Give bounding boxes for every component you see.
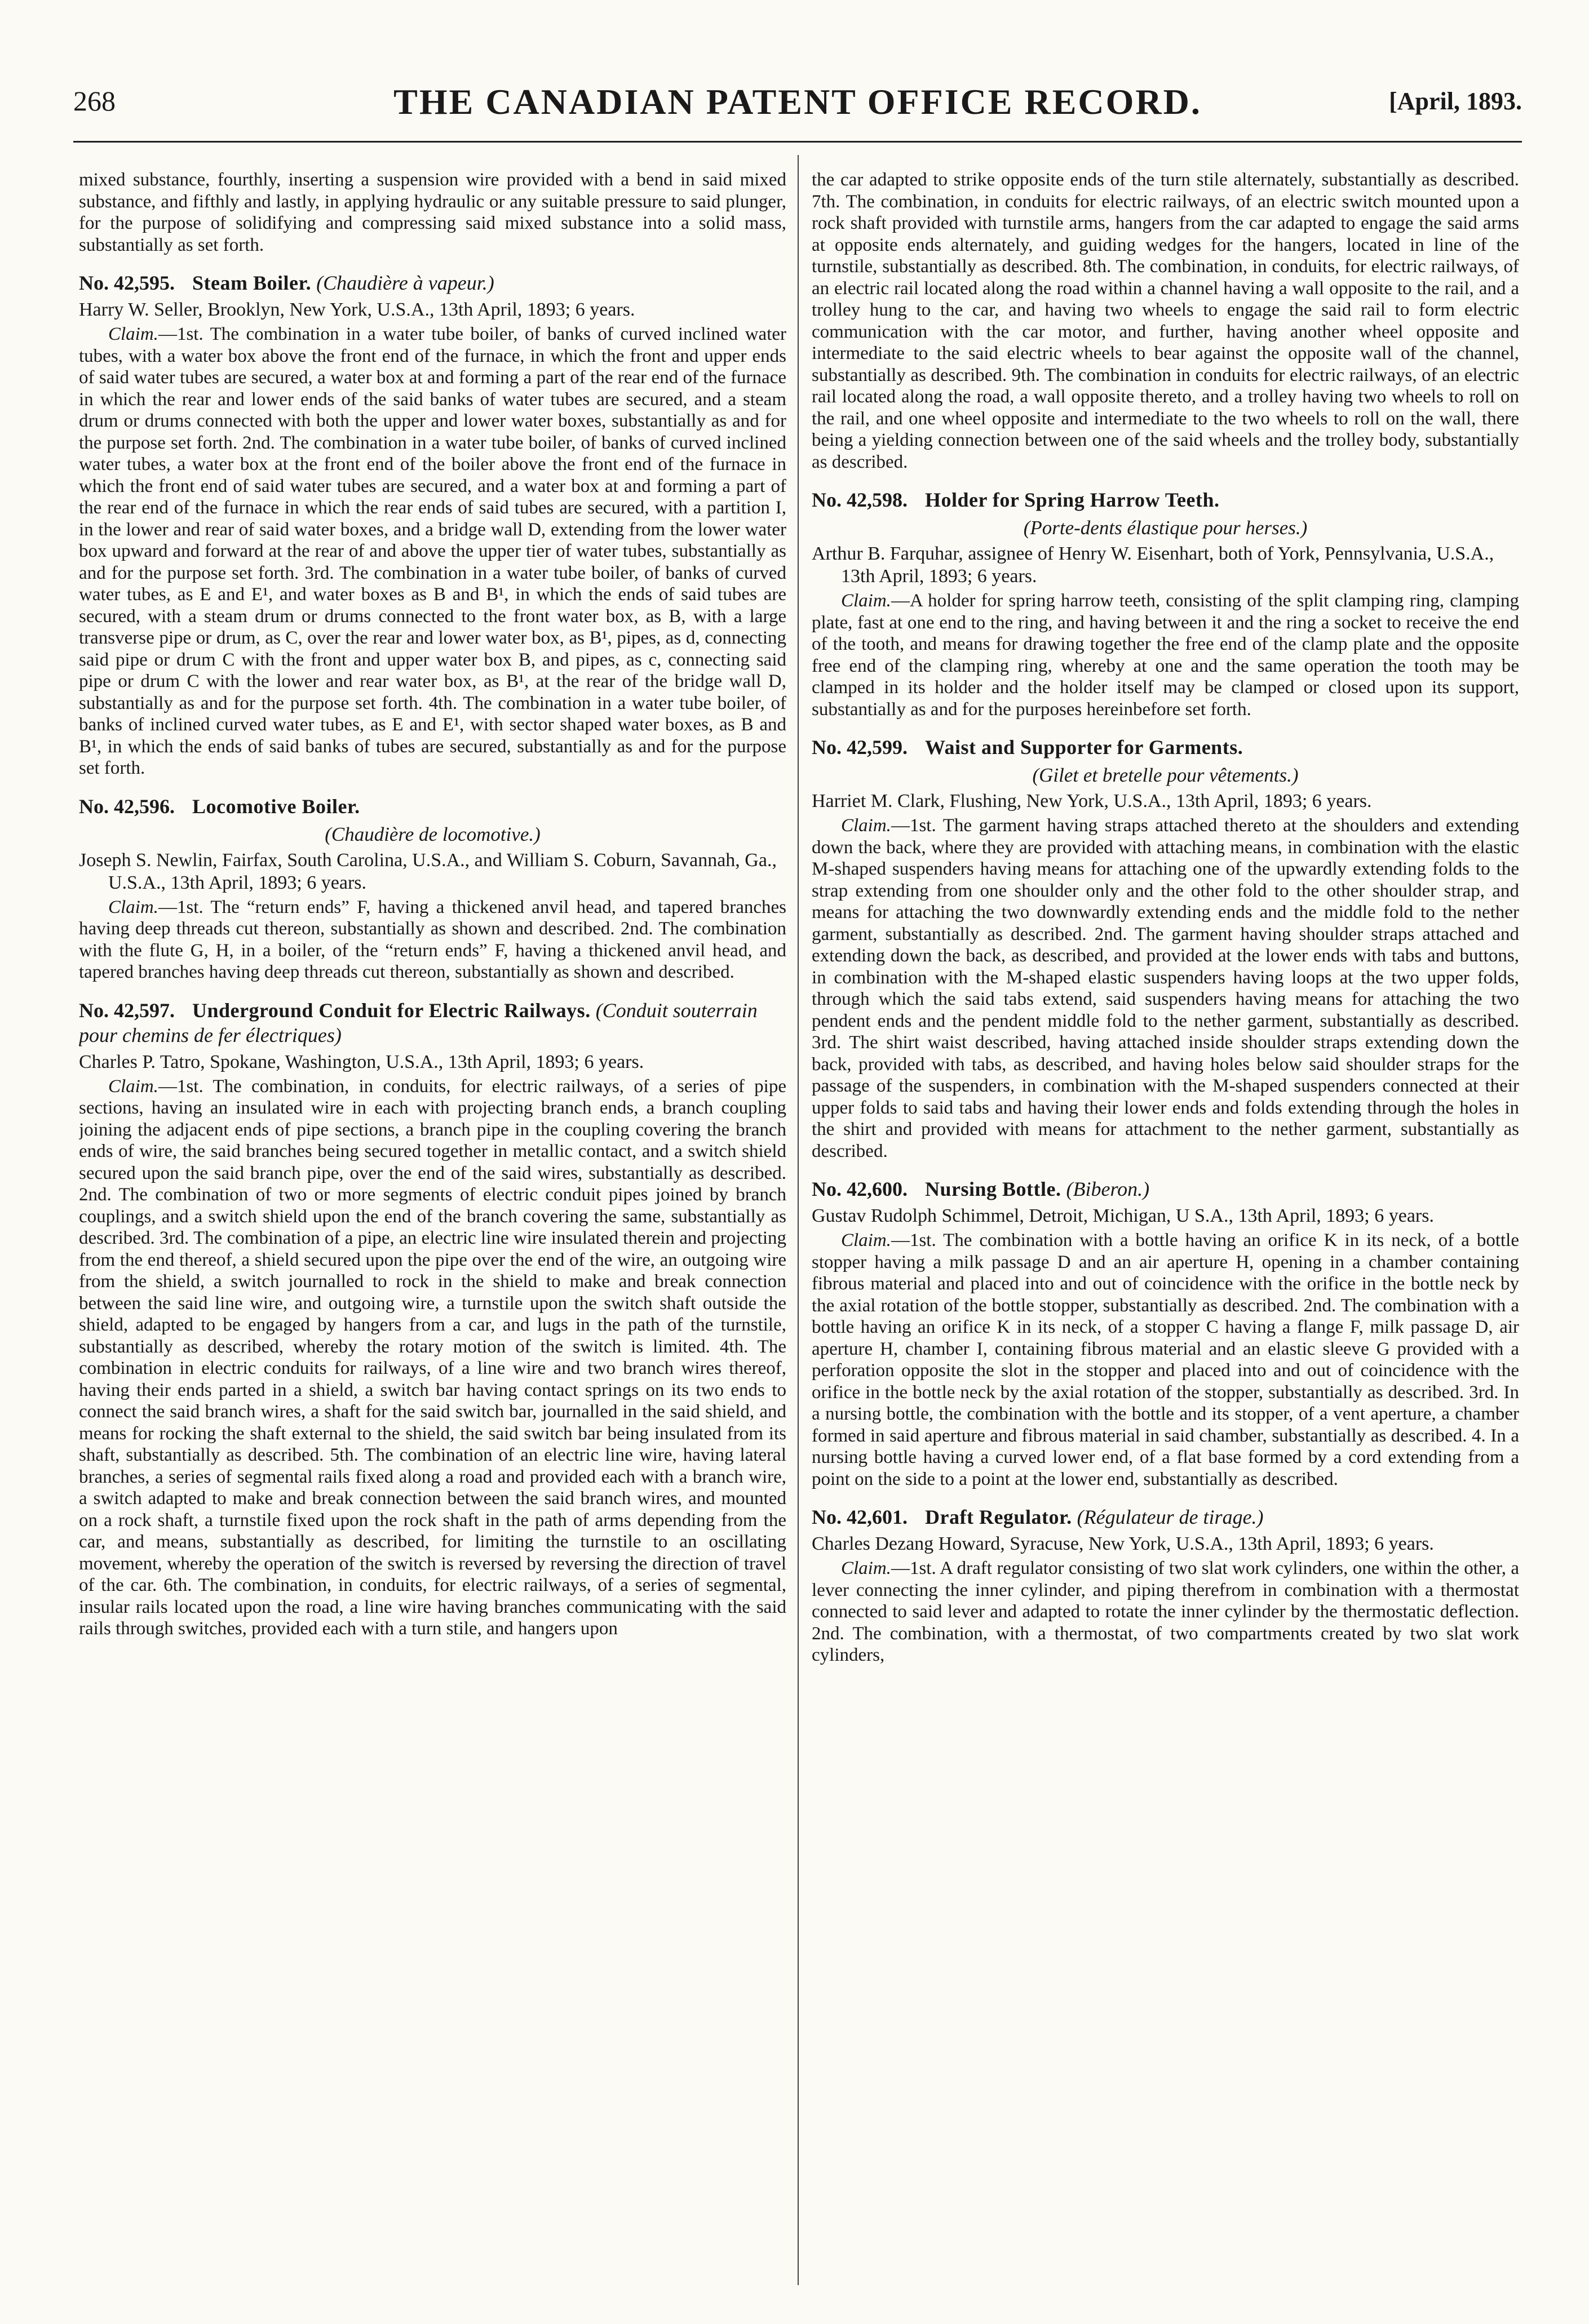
inventor-line: Gustav Rudolph Schimmel, Detroit, Michigan, U S.A., 13th April, 1893; 6 years. xyxy=(812,1205,1434,1226)
patent-title: Nursing Bottle. xyxy=(925,1178,1061,1200)
patent-number: No. 42,599. xyxy=(812,736,908,759)
french-title: (Chaudière à vapeur.) xyxy=(316,272,494,294)
patent-title: Draft Regulator. xyxy=(925,1506,1072,1528)
patent-entry-42597 xyxy=(79,998,786,1640)
claim-text xyxy=(79,1076,786,1640)
claim-text xyxy=(79,897,786,983)
claim-body: —1st. A draft regulator consisting of two slat work cylinders, one within the other, a lever connecting the inner cylinder, and piping therefrom in combination with a thermostat connected to said lever and adapted to rotate the inner cylinder by the thermostatic deflection. 2nd. The combination, with a thermostat, of two compartments created by two slat work cylinders, xyxy=(812,1558,1519,1665)
inventor-line: Charles Dezang Howard, Syracuse, New York, U.S.A., 13th April, 1893; 6 years. xyxy=(812,1533,1434,1554)
claim-text xyxy=(812,1558,1519,1666)
claim-text xyxy=(812,1230,1519,1490)
entry-heading xyxy=(79,998,786,1048)
claim-label: Claim. xyxy=(841,591,891,611)
french-title: (Biberon.) xyxy=(1066,1178,1150,1200)
claim-label: Claim. xyxy=(841,815,891,836)
claim-body: —1st. The combination in a water tube boiler, of banks of curved inclined water tubes, with a water box above the front end of the furnace, in which the front and upper ends of said water tubes are secured, a water box at and forming a part of the rear end of the furnace in which the rear and lower ends of the said banks of water tubes are secured, and a steam drum or drums connected with both the upper and lower water boxes, substantially as and for the purpose set forth. 2nd. The combination in a water tube boiler, of banks of curved inclined water tubes, a water box at the front end of the boiler above the front end of the furnace in which the front end of said water tubes are secured, and a water box at and forming a part of the rear end of the furnace in which the rear ends of said tubes are secured, with a partition I, in the lower and rear of said water boxes, and a bridge wall D, extending from the lower water box upward and forward at the rear of and above the upper tier of water tubes, substantially as and for the purpose set forth. 3rd. The combination in a water tube boiler, of banks of curved water tubes, as E and E¹, and water boxes as B and B¹, in which the ends of said tubes are secured, with a steam drum or drums connected to the front water box, as B, with a large transverse pipe or drum, as C, over the rear and lower water box, as B¹, pipes, as d, connecting said pipe or drum C with the front and upper water box B, and pipes, as c, connecting said pipe or drum C with the lower and rear water box, as B¹, at the rear of the bridge wall D, substantially as and for the purpose set forth. 4th. The combination in a water tube boiler, of banks of inclined curved water tubes, as E and E¹, with sector shaped water boxes, as B and B¹, in which the ends of said banks of tubes are secured, substantially as and for the purpose set forth. xyxy=(79,324,786,778)
entry-heading xyxy=(79,794,786,819)
claim-body: —1st. The garment having straps attached thereto at the shoulders and extending down the back, where they are provided with attaching means, in combination with the elastic M-shaped suspenders having means for attaching one of the upwardly extending folds to the strap extending from one shoulder only and the other fold to the other shoulder strap, and means for attaching the two downwardly extending ends and the middle fold to the nether garment, substantially as described. 2nd. The garment having shoulder straps attached and extending down the back, as described, and provided at the lower ends with tabs and buttons, in combination with the M-shaped elastic suspenders having loops at the two upper folds, through which the said tabs extend, said suspenders having means for attaching the two pendent ends and the pendent middle fold to the nether garment, substantially as described. 3rd. The shirt waist described, having attached inside shoulder straps extending down the back, provided with tabs, as described, and having holes below said shoulder straps for the passage of the suspenders, in combination with the M-shaped suspenders connected at their upper folds to said tabs and having their lower ends and folds extending through the holes in the shirt and provided with means for attachment to the nether garment, substantially as described. xyxy=(812,815,1519,1161)
patent-entry-42600 xyxy=(812,1177,1519,1490)
inventor-line: Harry W. Seller, Brooklyn, New York, U.S.A., 13th April, 1893; 6 years. xyxy=(79,299,635,320)
inventor-line: Harriet M. Clark, Flushing, New York, U.S.A., 13th April, 1893; 6 years. xyxy=(812,791,1372,811)
french-title: (Chaudière de locomotive.) xyxy=(325,823,541,845)
french-title: (Porte-dents élastique pour herses.) xyxy=(1023,517,1308,539)
french-title: (Conduit souterrain pour chemins de fer électriques) xyxy=(79,999,758,1046)
claim-text xyxy=(812,815,1519,1162)
claim-label: Claim. xyxy=(841,1558,891,1578)
claim-body: —A holder for spring harrow teeth, consisting of the split clamping ring, clamping plate, fast at one end to the ring, and having between it and the ring a socket to receive the end of the tooth, and means for drawing together the free end of the clamp plate and the opposite free end of the clamping ring, whereby at one and the same operation the tooth may be clamped in its holder and the holder itself may be clamped or closed upon its support, substantially as and for the purposes hereinbefore set forth. xyxy=(812,591,1519,720)
patent-entry-42598 xyxy=(812,487,1519,720)
patent-entry-42601 xyxy=(812,1505,1519,1666)
claim-body: —1st. The “return ends” F, having a thickened anvil head, and tapered branches having deep threads cut thereon, substantially as shown and described. 2nd. The combination with the flute G, H, in a boiler, of the “return ends” F, having a thickened anvil head, and tapered branches having deep threads cut thereon, substantially as shown and described. xyxy=(79,897,786,982)
column-rule xyxy=(798,155,799,2285)
claim-text xyxy=(812,590,1519,720)
patent-number: No. 42,600. xyxy=(812,1178,908,1200)
patent-title: Holder for Spring Harrow Teeth. xyxy=(925,489,1220,511)
patent-title: Waist and Supporter for Garments. xyxy=(925,736,1243,759)
claim-label: Claim. xyxy=(841,1230,891,1250)
inventor-line: Arthur B. Farquhar, assignee of Henry W. Eisenhart, both of York, Pennsylvania, U.S.A., 13th April, 1893; 6 years. xyxy=(812,543,1494,587)
inventor-line: Charles P. Tatro, Spokane, Washington, U.S.A., 13th April, 1893; 6 years. xyxy=(79,1051,644,1072)
journal-title: THE CANADIAN PATENT OFFICE RECORD. xyxy=(393,82,1202,122)
patent-number: No. 42,601. xyxy=(812,1506,908,1528)
header-rule xyxy=(73,141,1522,143)
patent-entry-42595 xyxy=(79,270,786,779)
claim-body: —1st. The combination with a bottle having an orifice K in its neck, of a bottle stopper having a milk passage D and an air aperture H, opening in a chamber containing fibrous material and placed into and out of coincidence with the orifice in the bottle neck by the axial rotation of the bottle stopper, substantially as described. 2nd. The combination with a bottle having an orifice K in its neck, of a stopper C having a flange F, milk passage D, air aperture H, chamber I, containing fibrous material and an elastic sleeve G provided with a perforation opposite the slot in the stopper and placed into and out of coincidence with the orifice in the bottle neck by the axial rotation of the stopper, substantially as described. 3rd. In a nursing bottle, the combination with the bottle and its stopper, of a vent aperture, a chamber formed in said aperture and fibrous material in said chamber, substantially as described. 4. In a nursing bottle having a curved lower end, of a flat base formed by a cord extending from a point on the side to a point at the lower end, substantially as described. xyxy=(812,1230,1519,1489)
claim-body: —1st. The combination, in conduits, for electric railways, of a series of pipe sections, having an insulated wire in each with projecting branch ends, a branch coupling joining the adjacent ends of pipe sections, a branch pipe in the coupling covering the branch ends of wire, the said branches being secured together in metallic contact, and a switch shield secured upon the said branch pipe, over the end of the said wires, substantially as described. 2nd. The combination of two or more segments of electric conduit pipes joined by branch couplings, and a switch shield upon the end of the branch covering the same, substantially as described. 3rd. The combination of a pipe, an electric line wire insulated therein and projecting from the end thereof, a shield secured upon the pipe over the end of the wire, an outgoing wire from the shield, a switch journalled to rock in the shield to make and break connection between the said line wire, and outgoing wire, a turnstile upon the switch shaft outside the shield, adapted to be engaged by hangers from a car, and lugs in the path of the turnstile, substantially as described, whereby the rotary motion of the switch is limited. 4th. The combination in electric conduits for railways, of a line wire and two branch wires thereof, having their ends parted in a shield, a switch bar having contact springs on its two ends to connect the said branch wires, a shaft for the said switch bar, journalled in the said shield, and means for rocking the shaft external to the shield, the said switch bar being insulated from its shaft, substantially as described. 5th. The combination of an electric line wire, having lateral branches, a series of segmental rails fixed along a road and provided each with a branch wire, a switch adapted to make and break connection between the said branch wires, and mounted on a rock shaft, a turnstile fixed upon the rock shaft in the path of arms depending from the car, and means, substantially as described, for limiting the turnstile to an oscillating movement, whereby the operation of the switch is reversed by reversing the direction of travel of the car. 6th. The combination, in conduits, for electric railways, of a series of segmental, insular rails located upon the road, a line wire having branches communicating with the said rails through switches, provided each with a turn stile, and hangers upon xyxy=(79,1076,786,1639)
page-number: 268 xyxy=(73,85,116,117)
entry-heading xyxy=(812,487,1519,512)
entry-heading xyxy=(812,735,1519,760)
patent-number: No. 42,596. xyxy=(79,795,175,818)
patent-number: No. 42,595. xyxy=(79,272,175,294)
left-column xyxy=(79,169,786,2288)
claim-label: Claim. xyxy=(108,897,158,917)
french-title: (Gilet et bretelle pour vêtements.) xyxy=(1032,764,1299,786)
entry-heading xyxy=(812,1177,1519,1201)
entry-heading xyxy=(812,1505,1519,1529)
patent-title: Steam Boiler. xyxy=(192,272,312,294)
french-title: (Régulateur de tirage.) xyxy=(1077,1506,1264,1528)
claim-label: Claim. xyxy=(108,324,158,344)
patent-entry-42599 xyxy=(812,735,1519,1162)
inventor-line: Joseph S. Newlin, Fairfax, South Carolina, U.S.A., and William S. Coburn, Savannah, Ga., U.S.A., 13th April, 1893; 6 years. xyxy=(79,849,777,893)
continuation-text: the car adapted to strike opposite ends of the turn stile alternately, substantially as described. 7th. The combination, in conduits for electric railways, of an electric switch mounted upon a rock shaft provided with turnstile arms, hangers from the car adapted to engage the said arms at opposite ends alternately, and guiding wedges for the hangers, located in line of the turnstile, substantially as described. 8th. The combination, in conduits, for electric railways, of an electric rail located along the road within a channel having a wall opposite to the rail, and a trolley hung to the car, and having two wheels to engage the said rail to form electric communication with the car motor, and further, having another wheel opposite and intermediate to the said electric wheels to bear against the opposite wall of the channel, substantially as described. 9th. The combination in conduits for electric railways, of an electric rail located along the road, a wall opposite thereto, and a trolley having two wheels to roll on the rail, and one wheel opposite and intermediate to the two wheels to roll on the wall, there being a yielding connection between one of the said wheels and the trolley body, substantially as described. xyxy=(812,170,1519,472)
patent-number: No. 42,597. xyxy=(79,999,175,1022)
entry-heading xyxy=(79,270,786,295)
issue-date: [April, 1893. xyxy=(1389,87,1522,115)
patent-number: No. 42,598. xyxy=(812,489,908,511)
claim-label: Claim. xyxy=(108,1076,158,1097)
right-column xyxy=(812,169,1519,2288)
claim-text xyxy=(79,323,786,779)
page-header xyxy=(73,82,1522,135)
continuation-text: mixed substance, fourthly, inserting a suspension wire provided with a bend in said mixed substance, and fifthly and lastly, in applying hydraulic or any suitable pressure to said plunger, for the purpose of solidifying and compressing said mixed substance into a solid mass, substantially as set forth. xyxy=(79,170,786,255)
patent-entry-42596 xyxy=(79,794,786,983)
patent-title: Locomotive Boiler. xyxy=(192,795,360,818)
patent-title: Underground Conduit for Electric Railways. xyxy=(192,999,591,1022)
